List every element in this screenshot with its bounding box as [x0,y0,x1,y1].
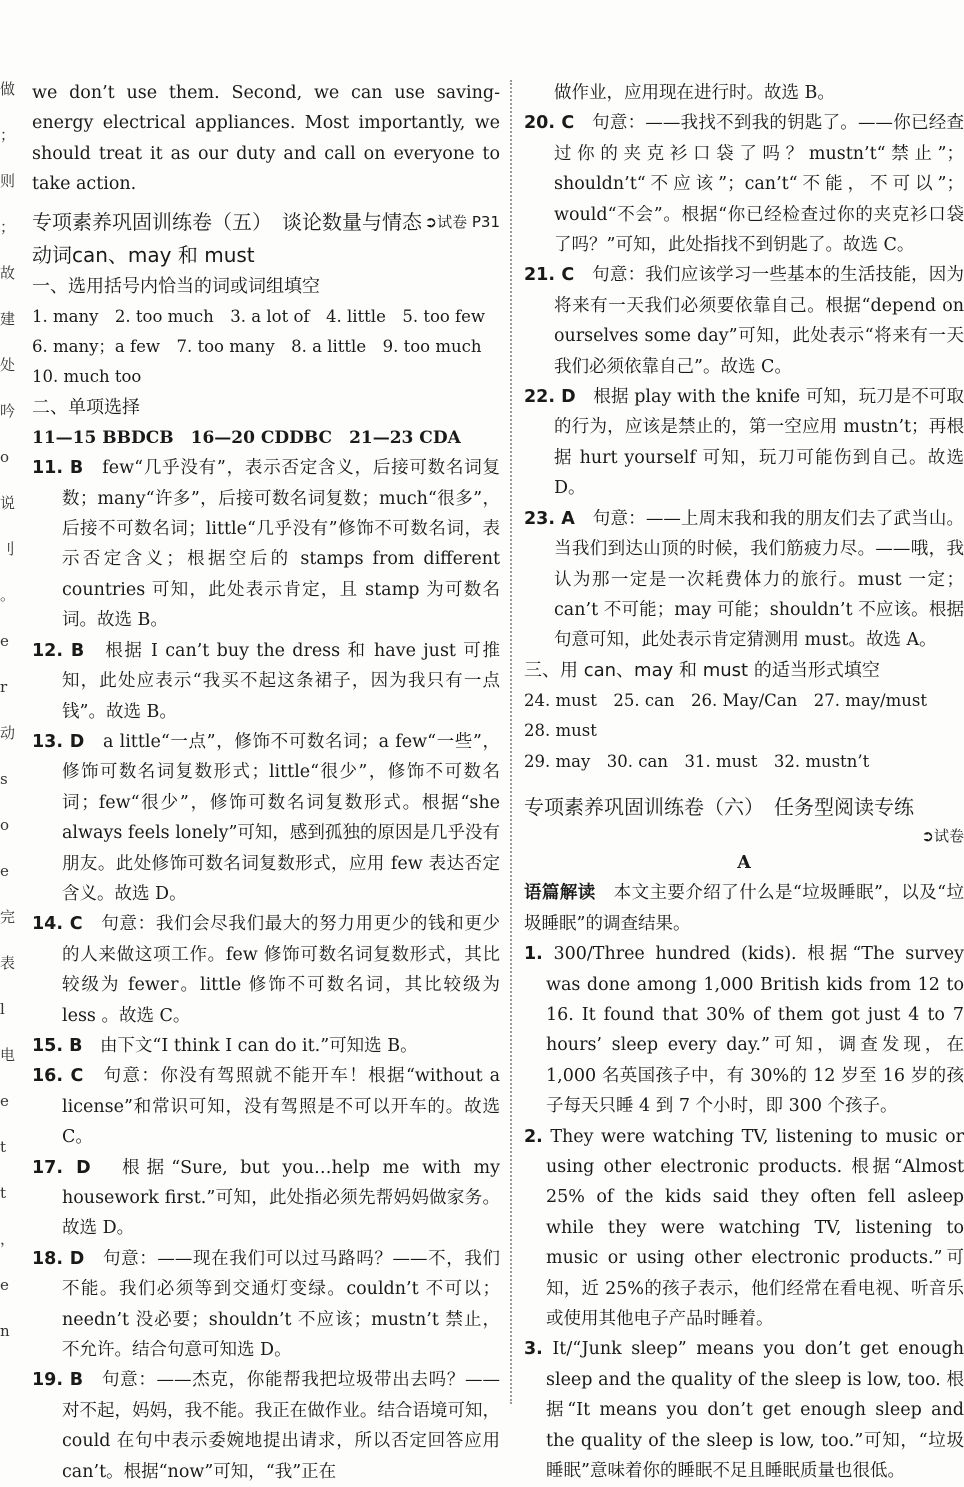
edge-fragment: t [0,1138,7,1156]
answer-key: 11—15 BBDCB 16—20 CDDBC 21—23 CDA [32,427,461,448]
explanation-item: 21. C 句意：我们应该学习一些基本的生活技能，因为将来有一天我们必须要依靠自己。根据“depend on ourselves some day”可知，此处表示“将来有一天我们必须依靠自己”。故选 C。 [524,265,964,377]
edge-fragment: e [0,862,9,880]
edge-fragment: ； [0,218,16,236]
part-1-heading: 一、选用括号内恰当的词或词组填空 [32,275,320,297]
answer-row: 6. many；a few 7. too many 8. a little 9. too much [32,337,482,357]
answer-row: 10. much too [32,367,142,387]
explanation-item: 20. C 句意：——我找不到我的钥匙了。——你已经查过你的夹克衫口袋了吗？mustn’t“禁止”；shouldn’t“不应该”；can’t“不能，不可以”；would“不会”。根据“你已经检查过你的夹克衫口袋了吗？”可知，此处指找不到钥匙了。故选 C。 [524,113,964,256]
explanation-item: 12. B 根据 I can’t buy the dress 和 have just 可推知，此处应表示“我买不起这条裙子，因为我只有一点钱”。故选 B。 [32,640,501,722]
explanation-item: 14. C 句意：我们会尽我们最大的努力用更少的钱和更少的人来做这项工作。few 修饰可数名词复数形式，其比较级为 fewer。little 修饰不可数名词，其比较级为 less 。故选 C。 [32,914,501,1026]
edge-fragment: 处 [0,356,16,374]
edge-fragment: 说 [0,494,16,512]
answer-row: 1. many 2. too much 3. a lot of 4. little 5. too few [32,306,486,326]
answer-row: 24. must 25. can 26. May/Can 27. may/must 28. must [524,690,944,741]
edge-fragment: ， [0,1230,16,1248]
edge-fragment: 故 [0,264,16,282]
edge-fragment: 吟 [0,402,16,420]
answer-item: 1. 300/Three hundred (kids). 根据“The survey was done among 1,000 British kids from 12 to 16. It found that 30% of them got just 4 to 7 hours’ sleep every day.”可知，调查发现，在 1,000 名英国孩子中，有 30%的 12 岁至 16 岁的孩子每天只睡 4 到 7 个小时，即 300 个孩子。 [524,944,964,1117]
explanations-list [32,453,500,1487]
explanation-item: 16. C 句意：你没有驾照就不能开车！根据“without a license”和常识可知，没有驾照是不可以开车的。故选 C。 [32,1066,501,1148]
edge-fragment: 。 [0,586,16,604]
explanation-item: 11. B few“几乎没有”，表示否定含义，后接可数名词复数；many“许多”，后接可数名词复数；much“很多”，后接不可数名词；little“几乎没有”修饰不可数名词，表示否定含义；根据空后的 stamps from different countries 可知，此处表示肯定，且 stamp 为可数名词。故选 B。 [32,458,501,631]
edge-fragment: e [0,1276,9,1294]
explanation-item: 17. D 根据“Sure, but you…help me with my housework first.”可知，此处指必须先帮妈妈做家务。故选 D。 [32,1157,500,1239]
continued-text: 做作业，应用现在进行时。故选 B。 [554,83,835,103]
edge-fragment: n [0,1322,10,1340]
left-column [32,78,500,1487]
page-ref-6: ➲试卷 [921,826,964,845]
edge-fragment: e [0,632,9,650]
column-divider [510,80,512,1404]
section-title-5: ➲试卷 P31 专项素养巩固训练卷（五） 谈论数量与情态动词can、may 和 must [32,206,500,272]
edge-fragment: 建 [0,310,16,328]
edge-fragment: 电 [0,1046,16,1064]
explanation-item: 23. A 句意：——上周末我和我的朋友们去了武当山。当我们到达山顶的时候，我们筋疲力尽。——哦，我认为那一定是一次耗费体力的旅行。must 一定；can’t 不可能；may 可能；shouldn’t 不应该。根据句意可知，此处表示肯定猜测用 must。故选 A。 [524,508,964,651]
edge-fragment: 刂 [0,540,16,558]
passage-summary: 语篇解读 本文主要介绍了什么是“垃圾睡眠”，以及“垃圾睡眠”的调查结果。 [524,883,964,934]
explanation-item: 13. D a little“一点”，修饰不可数名词；a few“一些”，修饰可数名词复数形式；little“很少”，修饰不可数名词；few“很少”，修饰可数名词复数形式。根据“she always feels lonely”可知，感到孤独的原因是几乎没有朋友。此处修饰可数名词复数形式，应用 few 表达否定含义。故选 D。 [32,731,500,904]
explanation-item: 22. D 根据 play with the knife 可知，玩刀是不可取的行为，应该是禁止的，第一空应用 mustn’t；再根据 hurt yourself 可知，玩刀可能伤到自己。故选 D。 [524,387,964,499]
page-ref-5: ➲试卷 P31 [424,212,500,231]
answer-row: 29. may 30. can 31. must 32. mustn’t [524,751,870,771]
edge-fragment: t [0,1184,7,1202]
edge-fragment: 则 [0,172,16,190]
edge-fragment: o [0,816,10,834]
edge-fragment: 表 [0,954,16,972]
explanation-item: 18. D 句意：——现在我们可以过马路吗？——不，我们不能。我们必须等到交通灯变绿。couldn’t 不可以；needn’t 没必要；shouldn’t 不应该；mustn’t 禁止，不允许。结合句意可知选 D。 [32,1248,501,1361]
edge-fragment: 完 [0,908,16,926]
intro-paragraph: we don’t use them. Second, we can use saving-energy electrical appliances. Most importantly, we should treat it as our duty and call on everyone to take action. [32,83,500,195]
explanation-item: 15. B 由下文“I think I can do it.”可知选 B。 [32,1035,418,1056]
part-2-heading: 二、单项选择 [32,396,140,418]
edge-fragment: ； [0,126,16,144]
edge-fragment: s [0,770,8,788]
edge-fragment: e [0,1092,9,1110]
passage-label: A [737,852,751,873]
edge-fragment: l [0,1000,5,1018]
answer-item: 3. It/“Junk sleep” means you don’t get enough sleep and the quality of the sleep is low, too. 根据“It means you don’t get enough sleep and the quality of the sleep is low, too.”可知，“垃圾睡眠”意味着你的睡眠不足且睡眠质量也很低。 [524,1339,964,1482]
edge-fragment: o [0,448,10,466]
edge-fragment: 做 [0,80,16,98]
part-3-heading: 三、用 can、may 和 must 的适当形式填空 [524,659,880,681]
left-edge-fragments [0,78,16,1366]
answer-item: 2. They were watching TV, listening to music or using other electronic products. 根据“Almost 25% of the kids said they often fell asleep while they were watching TV, listening to music or using other electronic products.”可知，近 25%的孩子表示，他们经常在看电视、听音乐或使用其他电子产品时睡着。 [524,1126,964,1330]
edge-fragment: 动 [0,724,16,742]
right-column [524,78,964,1486]
edge-fragment: r [0,678,8,696]
fill-answers-1-10 [32,302,500,393]
section-title-6: 专项素养巩固训练卷（六） 任务型阅读专练 [524,794,914,819]
explanation-item: 19. B 句意：——杰克，你能帮我把垃圾带出去吗？——对不起，妈妈，我不能。我正在做作业。结合语境可知，could 在句中表示委婉地提出请求，所以否定回答应用 can’t。根据“now”可知，“我”正在 [32,1370,501,1482]
